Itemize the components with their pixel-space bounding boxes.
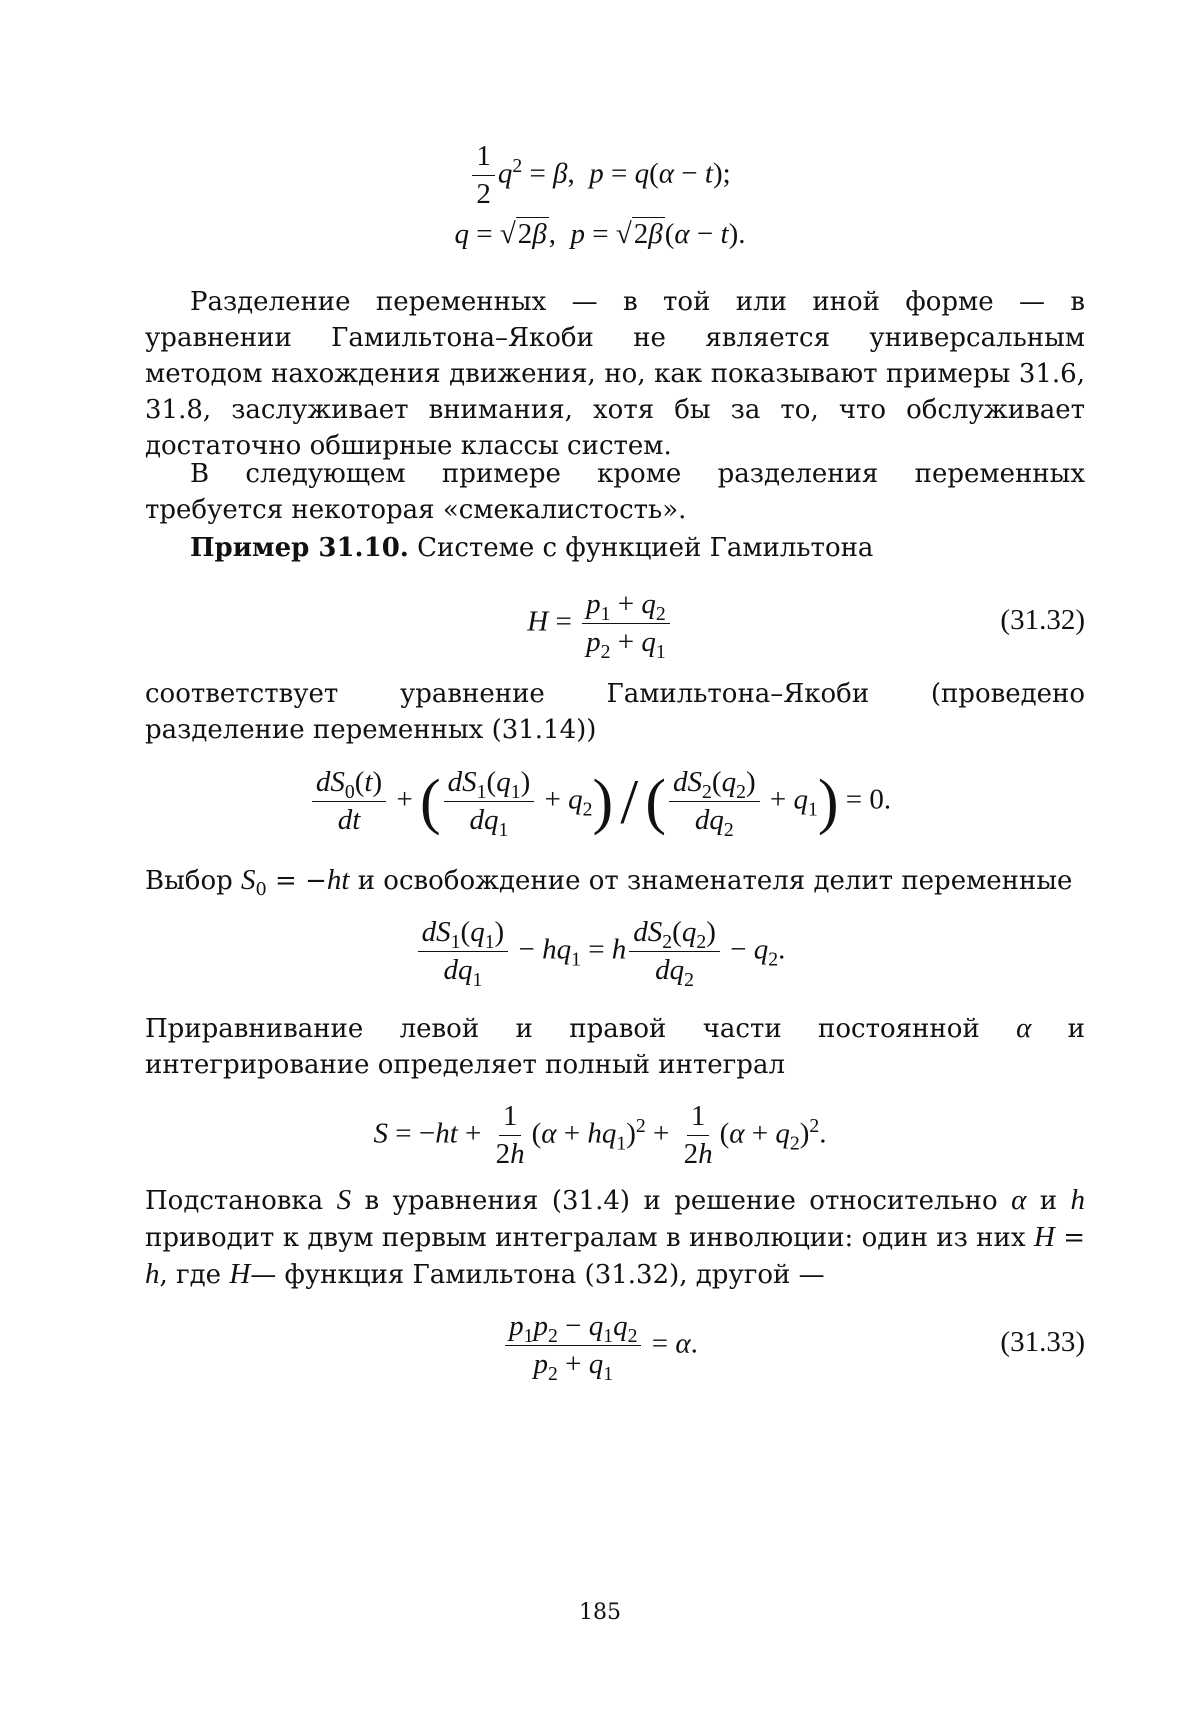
equation-second-integral: $\frac{p_1p_2 - q_1q_2}{p_2 + q_1}$ = α. (0, 1310, 1200, 1382)
equation-number-31-33: (31.33) (1000, 1326, 1085, 1358)
page-number: 185 (579, 1600, 621, 1625)
paragraph-next-example: В следующем примере кроме разделения переменных требуется некоторая «смекалистость». (145, 459, 1085, 525)
example-heading (145, 530, 1085, 566)
example-intro: Системе с функцией Гамильтона (408, 533, 874, 563)
equation-hamiltonian: H = $\frac{p_1 + q_2}{p_2 + q_1}$ (0, 588, 1200, 660)
equation-hamilton-jacobi: $\frac{dS_0(t)}{dt}$ + ( $\frac{dS_1(q_1)}{dq_1}$ + $q_2$) / ( $\frac{dS_2(q_2)}{dq_2}$ + $q_1) = 0$. (0, 766, 1200, 838)
paragraph-first-integrals: Подстановка S в уравнения (31.4) и решение относительно α и h приводит к двум первым интегралам в инволюции: один из них H = h, где H— функция Гамильтона (31.32), другой — (145, 1184, 1086, 1290)
equation-complete-integral: S = −ht + $\frac{1}{2h}$ $(\alpha + hq_1)^2$ + $\frac{1}{2h}$ $(\alpha + q_2)^2$. (373, 1100, 827, 1171)
example-label: Пример 31.10. (190, 533, 409, 563)
equation-separated: $\frac{dS_1(q_1)}{dq_1}$ − $hq_1 = h$ $\frac{dS_2(q_2)}{dq_2}$ − $q_2$. (0, 916, 1200, 988)
paragraph-hamilton-jacobi: соответствует уравнение Гамильтона–Якоби (проведено разделение переменных (31.14)) (145, 679, 1085, 745)
paragraph-separation-of-variables: Разделение переменных — в той или иной форме — в уравнении Гамильтона–Якоби не является универсальным методом нахождения движения, но, как показывают примеры 31.6, 31.8, заслуживает внимания, хотя бы за то, что обслуживает достаточно обширные классы систем. (145, 287, 1085, 461)
equation-q-squared: $\frac{1}{2}$ $q^2 = \beta$, p = q(α − t); (0, 140, 1200, 212)
equation-q-sqrt: q = √2β, p = √2β(α − t). (454, 218, 746, 250)
paragraph-complete-integral: Приравнивание левой и правой части постоянной α и интегрирование определяет полный интеграл (145, 1012, 1085, 1080)
paragraph-choice-s0: Выбор $S_0 = -ht$ и освобождение от знаменателя делит переменные (145, 864, 1073, 901)
equation-number-31-32: (31.32) (1000, 604, 1085, 636)
